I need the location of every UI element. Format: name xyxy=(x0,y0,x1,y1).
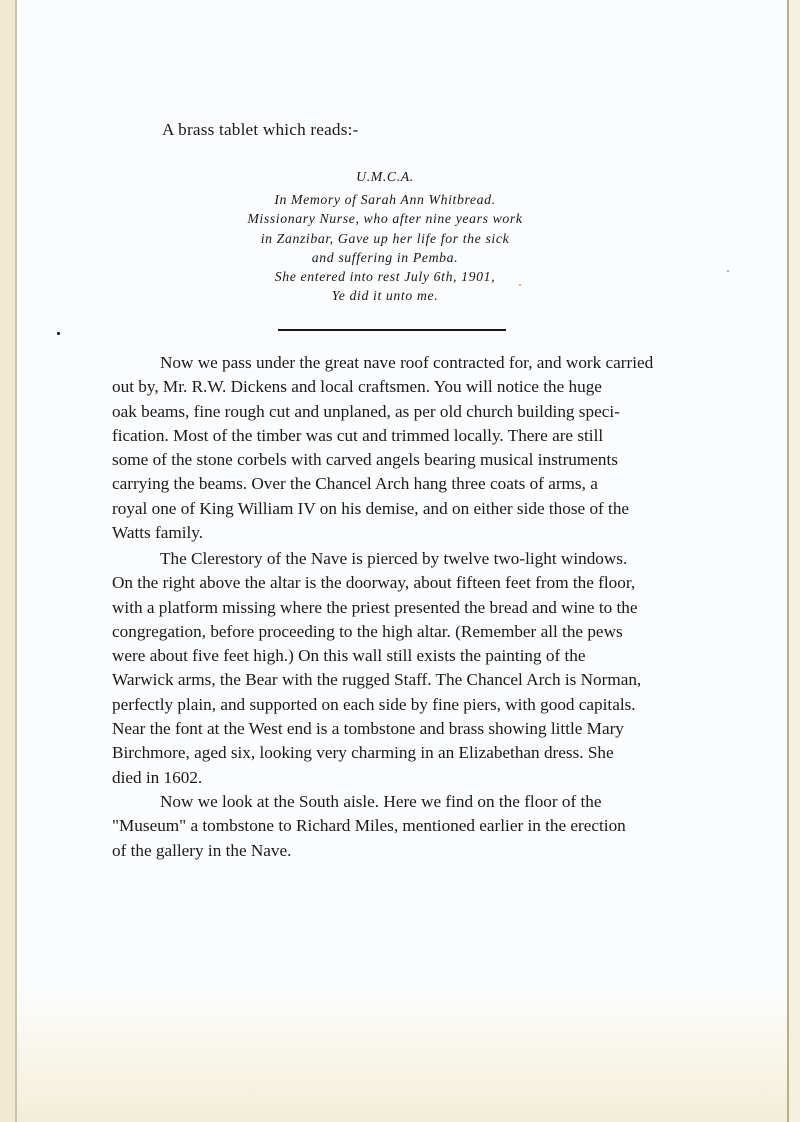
paragraph-line: Watts family. xyxy=(112,523,204,543)
binding-edge-left xyxy=(0,0,15,1122)
paragraph-line: "Museum" a tombstone to Richard Miles, mentioned earlier in the erection xyxy=(112,816,626,836)
section-divider xyxy=(278,329,506,331)
paragraph-line: of the gallery in the Nave. xyxy=(112,840,292,860)
scan-speck xyxy=(727,270,729,272)
paragraph-line: out by, Mr. R.W. Dickens and local craftsmen. You will notice the huge xyxy=(112,377,602,397)
inscription-line: She entered into rest July 6th, 1901, xyxy=(274,269,496,285)
inscription-line: In Memory of Sarah Ann Whitbread. xyxy=(274,192,496,208)
scan-speck xyxy=(519,284,521,286)
paragraph-south-aisle xyxy=(112,790,732,863)
paragraph-line: congregation, before proceeding to the high altar. (Remember all the pews xyxy=(112,621,623,641)
paragraph-line: died in 1602. xyxy=(112,767,203,787)
brass-tablet-inscription xyxy=(200,167,570,305)
paragraph-line: On the right above the altar is the doorway, about fifteen feet from the floor, xyxy=(112,573,636,593)
intro-text: A brass tablet which reads:- xyxy=(162,120,359,139)
paragraph-clerestory xyxy=(112,547,732,790)
inscription-line: in Zanzibar, Gave up her life for the sick xyxy=(260,230,510,246)
inscription-line: Missionary Nurse, who after nine years work xyxy=(247,211,523,227)
paragraph-line: some of the stone corbels with carved angels bearing musical instruments xyxy=(112,450,618,470)
paragraph-line: carrying the beams. Over the Chancel Arch hang three coats of arms, a xyxy=(112,474,598,494)
paragraph-line: fication. Most of the timber was cut and trimmed locally. There are still xyxy=(112,425,604,445)
paragraph-line: oak beams, fine rough cut and unplaned, as per old church building speci- xyxy=(112,401,620,421)
inscription-line: Ye did it unto me. xyxy=(331,288,439,304)
inscription-line: and suffering in Pemba. xyxy=(311,249,459,265)
paragraph-line: Near the font at the West end is a tombstone and brass showing little Mary xyxy=(112,719,624,739)
paragraph-line: Now we pass under the great nave roof contracted for, and work carried xyxy=(160,353,654,372)
paragraph-line: Warwick arms, the Bear with the rugged Staff. The Chancel Arch is Norman, xyxy=(112,670,642,690)
scan-speck xyxy=(57,332,60,335)
inscription-heading: U.M.C.A. xyxy=(356,169,414,184)
paragraph-line: Birchmore, aged six, looking very charming in an Elizabethan dress. She xyxy=(112,743,614,763)
paragraph-line: royal one of King William IV on his demise, and on either side those of the xyxy=(112,498,630,518)
paragraph-line: Now we look at the South aisle. Here we find on the floor of the xyxy=(160,792,602,811)
paragraph-line: The Clerestory of the Nave is pierced by twelve two-light windows. xyxy=(160,549,628,568)
paragraph-nave-roof xyxy=(112,351,732,545)
paragraph-line: were about five feet high.) On this wall still exists the painting of the xyxy=(112,646,586,666)
paragraph-line: perfectly plain, and supported on each side by fine piers, with good capitals. xyxy=(112,694,636,714)
paragraph-line: with a platform missing where the priest presented the bread and wine to the xyxy=(112,597,638,617)
